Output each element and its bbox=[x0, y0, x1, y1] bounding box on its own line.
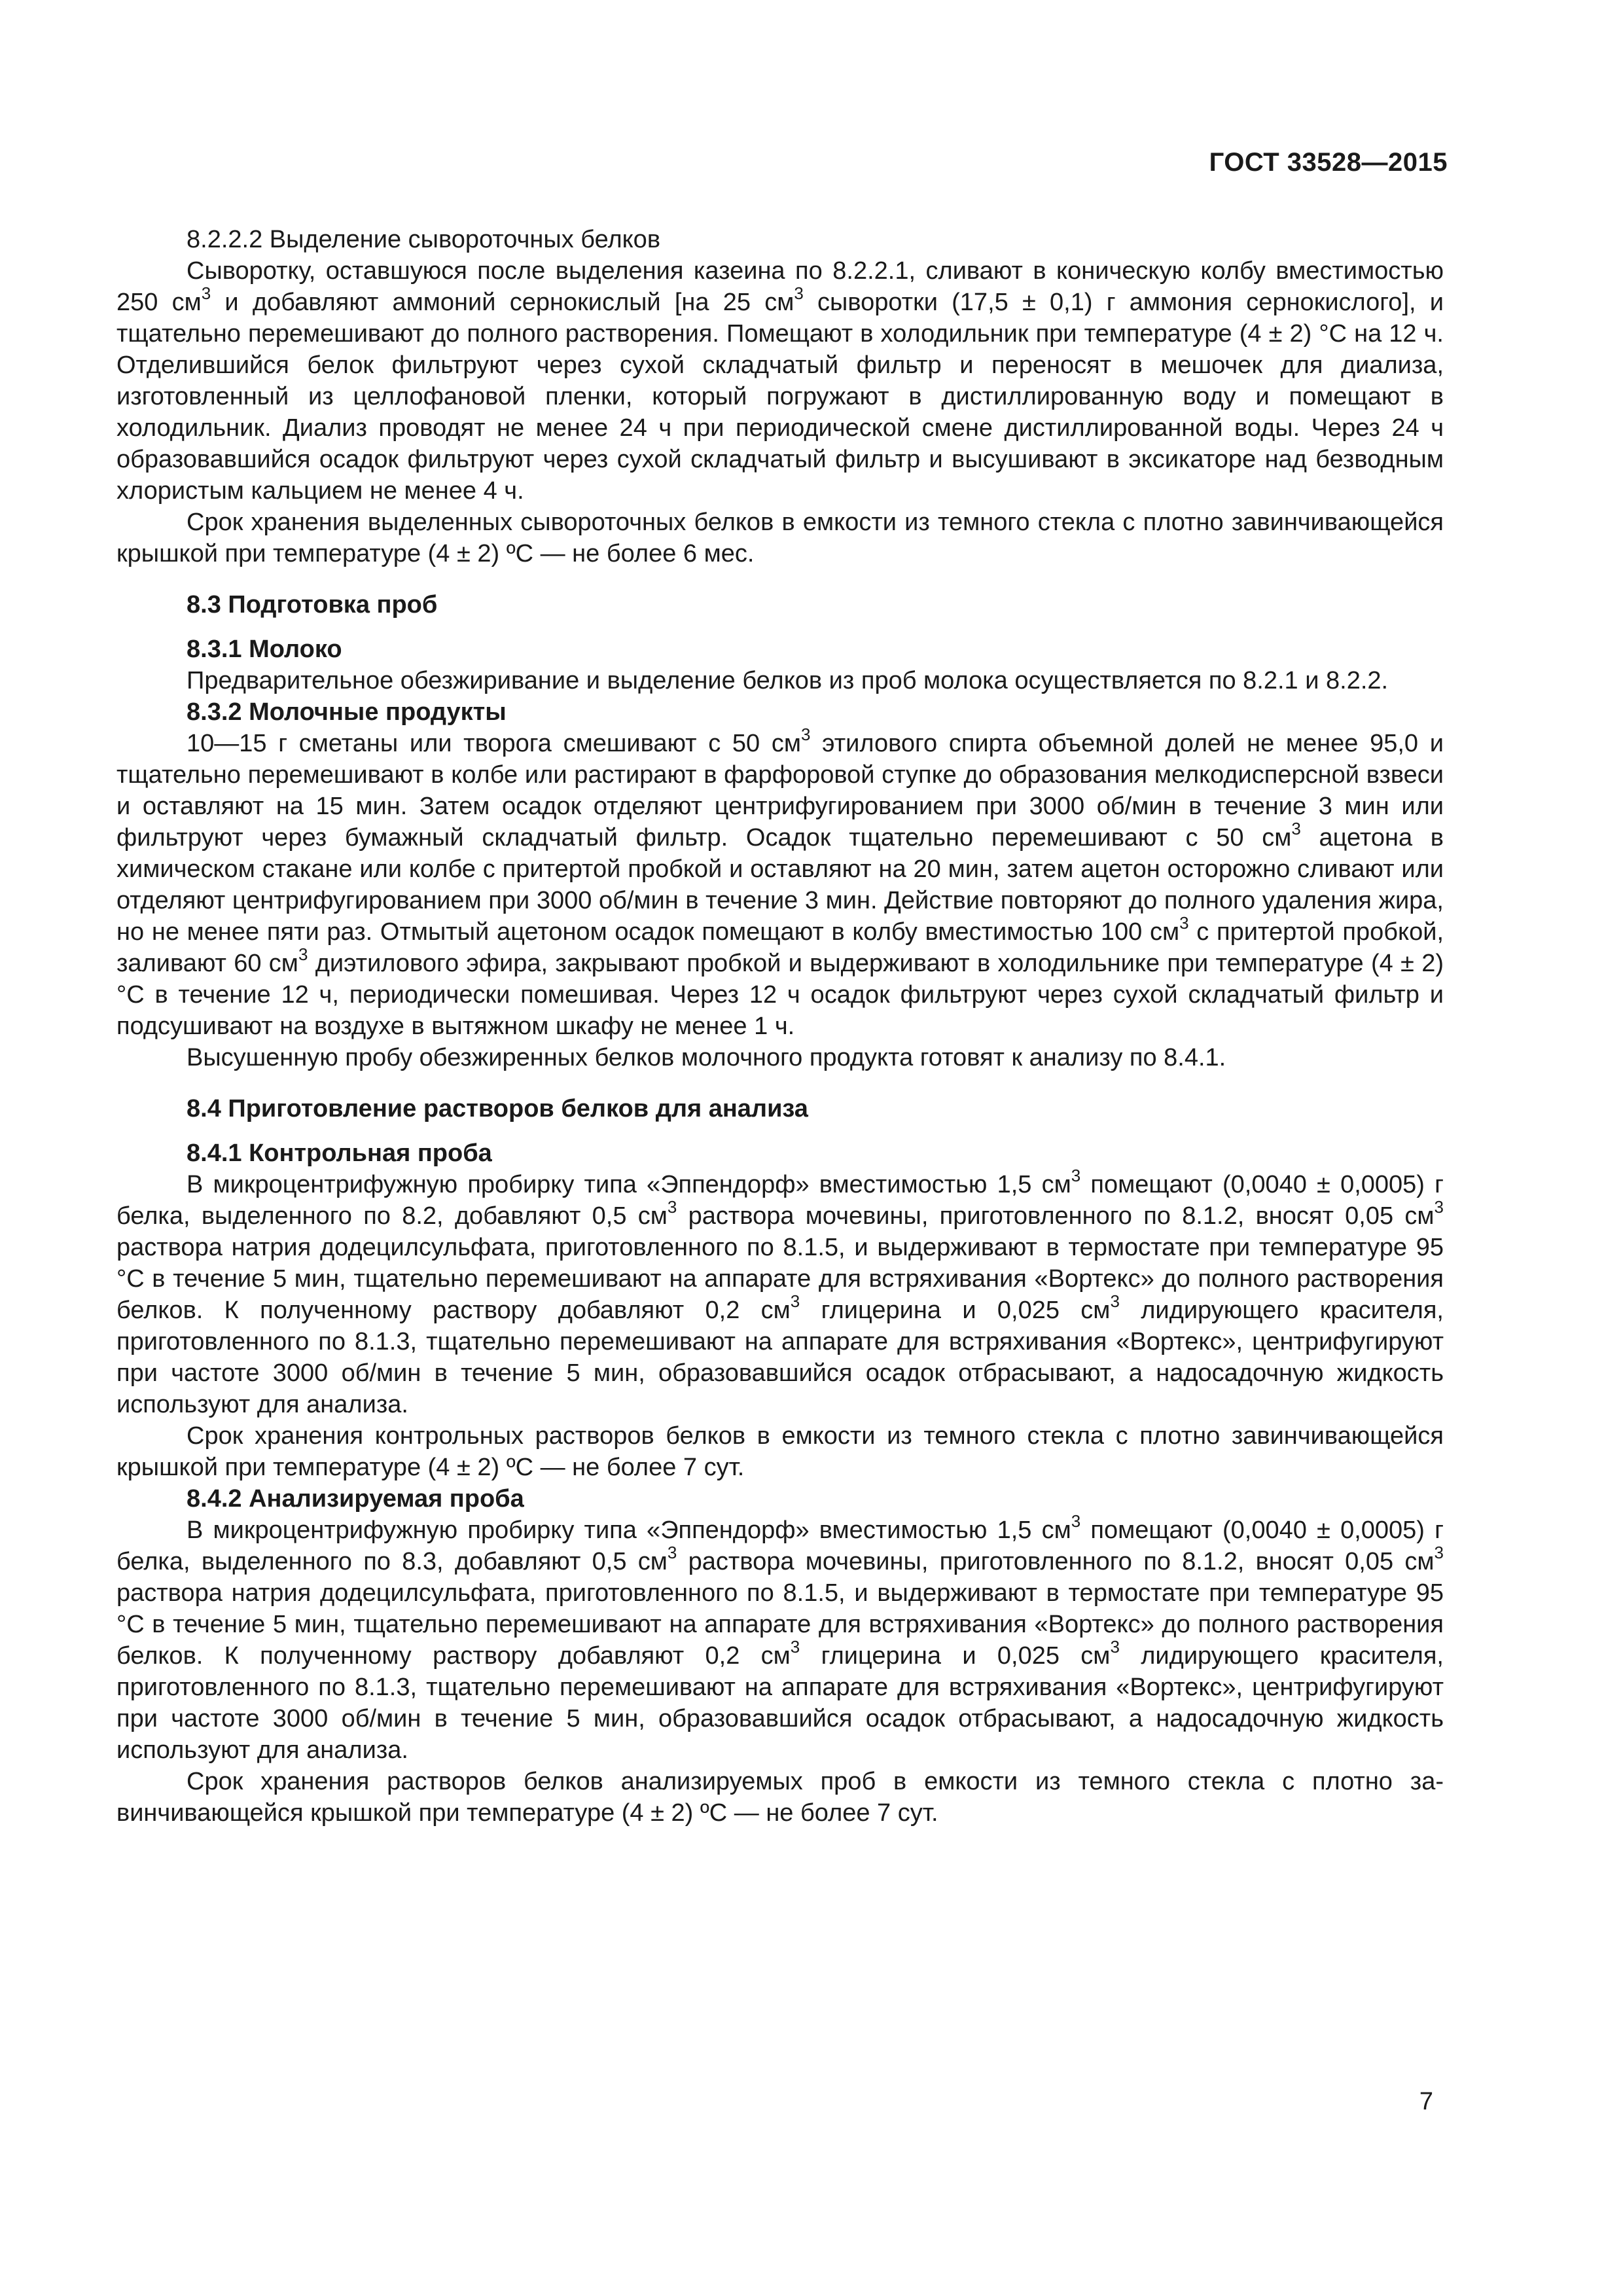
section-8-3-2-title: 8.3.2 Молочные продукты bbox=[187, 698, 507, 726]
paragraph-control-sample: В микроцентрифужную пробирку типа «Эппендорф» вместимостью 1,5 $см^3$ помещают (0,0040 ± 0,0005) г белка, выделенного по 8.2, добавляют 0,5 $см^3$ раствора мочевины, приготовленного по 8.1.2, вносят 0,05 $см^3$ раствора натрия додецилсульфата, приготовленного по 8.1.5, и выдерживают в термостате при температуре 95 °С в течение 5 мин, тщательно перемешивают на аппарате для встряхивания «Вортекс» до полного растворения белков. К полученному раствору добавляют 0,2 $см^3$ глицерина и 0,025 $см^3$ лидирующего красителя, приготовленного по 8.1.3, тщательно перемешивают на аппарате для встряхивания «Вортекс», центрифугируют при частоте 3000 об/мин в течение 5 мин, образовавшийся осадок отбрасывают, а надосадочную жидкость используют для анализа. bbox=[116, 1166, 1444, 1418]
paragraph-analyzed-storage: Срок хранения растворов белков анализируемых проб в емкости из темного стекла с плотно завинчивающейся крышкой при температуре (4 ± 2) ºС — не более 7 сут. bbox=[116, 1768, 1444, 1827]
section-8-3-1-title: 8.3.1 Молоко bbox=[187, 636, 342, 663]
section-8-4-2-title: 8.4.2 Анализируемая проба bbox=[187, 1485, 524, 1513]
document-code-header: ГОСТ 33528—2015 bbox=[1209, 148, 1448, 177]
section-8-4-1-title: 8.4.1 Контрольная проба bbox=[187, 1139, 492, 1167]
paragraph-analyzed-sample: В микроцентрифужную пробирку типа «Эппендорф» вместимостью 1,5 $см^3$ помещают (0,0040 ± 0,0005) г белка, выделенного по 8.3, добавляют 0,5 $см^3$ раствора мочевины, приготовленного по 8.1.2, вносят 0,05 $см^3$ раствора натрия додецилсульфата, приготовленного по 8.1.5, и выдерживают в термостате при температуре 95 °С в течение 5 мин, тщательно перемешивают на аппарате для встряхивания «Вортекс» до полного растворения белков. К полученному раствору добавляют 0,2 $см^3$ глицерина и 0,025 $см^3$ лидирующего красителя, приготовленного по 8.1.3, тщательно перемешивают на аппарате для встряхивания «Вортекс», центрифугируют при частоте 3000 об/мин в течение 5 мин, образовавшийся осадок отбрасывают, а надосадочную жидкость используют для анализа. bbox=[116, 1511, 1444, 1764]
page-number: 7 bbox=[1419, 2088, 1433, 2115]
paragraph-whey-protein-isolation: Сыворотку, оставшуюся после выделения казеина по 8.2.2.1, сливают в коническую колбу вместимостью 250 $см^3$ и добавляют аммоний сернокислый [на 25 $см^3$ сыворотки (17,5 ± 0,1) г аммония сернокислого], и тщательно перемешивают до полного растворения. Помещают в холодильник при температуре (4 ± 2) °С на 12 ч. Отделившийся белок фильтруют через сухой складчатый фильтр и переносят в мешочек для диализа, изготовленный из целлофановой пленки, который погружают в дистиллированную воду и помещают в холодильник. Диализ проводят не менее 24 ч при периодической смене дистиллированной воды. Через 24 ч образовавшийся осадок фильтруют через сухой складчатый фильтр и высушивают в эксикаторе над безводным хлористым кальцием не менее 4 ч. bbox=[116, 257, 1444, 505]
paragraph-dried-sample: Высушенную пробу обезжиренных белков молочного продукта готовят к анализу по 8.4.1. bbox=[187, 1044, 1226, 1071]
section-8-3-title: 8.3 Подготовка проб bbox=[187, 591, 438, 619]
page-content bbox=[116, 224, 1444, 1829]
section-8-2-2-2-title: 8.2.2.2 Выделение сывороточных белков bbox=[187, 226, 661, 253]
paragraph-whey-protein-storage: Срок хранения выделенных сывороточных белков в емкости из темного стекла с плотно завинчивающейся крышкой при температуре (4 ± 2) ºС — не более 6 мес. bbox=[116, 509, 1444, 567]
paragraph-dairy-products: 10—15 г сметаны или творога смешивают с 50 $см^3$ этилового спирта объемной долей не менее 95,0 и тщательно перемешивают в колбе или растирают в фарфоровой ступке до образования мелкодисперсной взвеси и оставляют на 15 мин. Затем осадок отделяют центрифугированием при 3000 об/мин в течение 3 мин или фильтруют через бумажный складчатый фильтр. Осадок тщательно перемешивают с 50 $см^3$ ацетона в химическом стакане или колбе с притертой пробкой и оставляют на 20 мин, затем ацетон осторожно сливают или отделяют центрифугированием при 3000 об/мин в течение 3 мин. Действие повторяют до полного удаления жира, но не менее пяти раз. Отмытый ацетоном осадок помещают в колбу вместимостью 100 $см^3$ с притертой пробкой, заливают 60 $см^3$ диэтилового эфира, закрывают пробкой и выдерживают в холодильнике при температуре (4 ± 2) °С в течение 12 ч, периодически помешивая. Через 12 ч осадок фильтруют через сухой складчатый фильтр и подсушивают на воздухе в вытяжном шкафу не менее 1 ч. bbox=[116, 725, 1444, 1040]
paragraph-milk: Предварительное обезжиривание и выделение белков из проб молока осуществляется по 8.2.1 и 8.2.2. bbox=[187, 667, 1389, 694]
paragraph-control-storage: Срок хранения контрольных растворов белков в емкости из темного стекла с плотно завинчивающейся крышкой при температуре (4 ± 2) ºС — не более 7 сут. bbox=[116, 1422, 1444, 1481]
section-8-4-title: 8.4 Приготовление растворов белков для анализа bbox=[187, 1095, 808, 1122]
